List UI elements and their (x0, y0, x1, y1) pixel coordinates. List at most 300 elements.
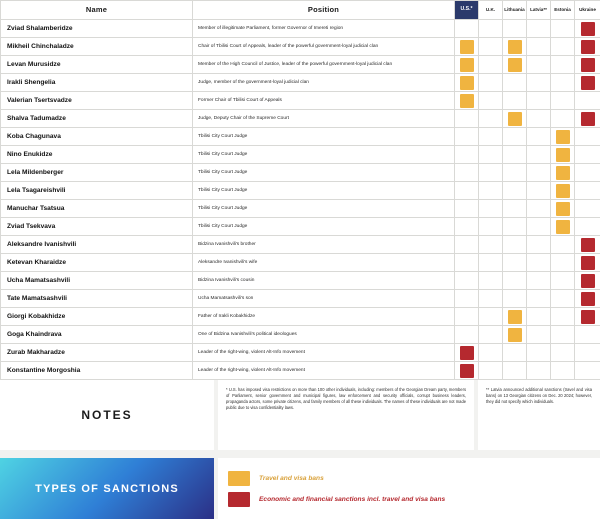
cell-name: Nino Enukidze (1, 146, 193, 164)
economic-sanction-marker (581, 76, 595, 90)
cell-uk (479, 290, 503, 308)
no-sanction-marker (532, 148, 546, 162)
cell-us (455, 182, 479, 200)
cell-lithuania (503, 146, 527, 164)
cell-lithuania (503, 182, 527, 200)
cell-position: Member of the High Council of Justice, leader of the powerful government-loyal judicial clan (193, 56, 455, 74)
cell-lithuania (503, 110, 527, 128)
cell-position: Leader of the right-wing, violent Alt-Info movement (193, 344, 455, 362)
no-sanction-marker (532, 166, 546, 180)
cell-ukraine (575, 218, 600, 236)
cell-position: Judge, member of the government-loyal judicial clan (193, 74, 455, 92)
no-sanction-marker (581, 346, 595, 360)
cell-ukraine (575, 20, 600, 38)
cell-lithuania (503, 56, 527, 74)
cell-name: Zurab Makharadze (1, 344, 193, 362)
cell-name: Shalva Tadumadze (1, 110, 193, 128)
no-sanction-marker (460, 310, 474, 324)
economic-sanction-marker (581, 292, 595, 306)
no-sanction-marker (532, 22, 546, 36)
cell-ukraine (575, 146, 600, 164)
travel-ban-marker (508, 328, 522, 342)
cell-us (455, 272, 479, 290)
no-sanction-marker (508, 22, 522, 36)
table-row (1, 182, 600, 200)
cell-estonia (551, 272, 575, 290)
no-sanction-marker (532, 274, 546, 288)
no-sanction-marker (484, 166, 498, 180)
cell-us (455, 92, 479, 110)
cell-latvia (527, 326, 551, 344)
no-sanction-marker (460, 328, 474, 342)
no-sanction-marker (484, 274, 498, 288)
travel-ban-marker (508, 40, 522, 54)
no-sanction-marker (581, 202, 595, 216)
no-sanction-marker (581, 166, 595, 180)
cell-uk (479, 128, 503, 146)
cell-ukraine (575, 200, 600, 218)
no-sanction-marker (581, 328, 595, 342)
no-sanction-marker (581, 364, 595, 378)
cell-latvia (527, 92, 551, 110)
cell-position: Father of Irakli Kobakhidze (193, 308, 455, 326)
cell-estonia (551, 164, 575, 182)
cell-name: Ketevan Kharaidze (1, 254, 193, 272)
cell-position: Tbilisi City Court Judge (193, 200, 455, 218)
table-header-row (1, 1, 600, 20)
cell-uk (479, 344, 503, 362)
cell-lithuania (503, 254, 527, 272)
cell-lithuania (503, 326, 527, 344)
no-sanction-marker (508, 364, 522, 378)
legend-item-travel (228, 471, 590, 486)
no-sanction-marker (556, 112, 570, 126)
cell-lithuania (503, 92, 527, 110)
cell-position: Tbilisi City Court Judge (193, 182, 455, 200)
cell-estonia (551, 182, 575, 200)
cell-latvia (527, 308, 551, 326)
cell-estonia (551, 146, 575, 164)
legend (218, 458, 600, 519)
notes-section (0, 380, 600, 450)
column-header-name: Name (1, 1, 193, 20)
no-sanction-marker (460, 166, 474, 180)
cell-lithuania (503, 200, 527, 218)
cell-ukraine (575, 290, 600, 308)
cell-ukraine (575, 182, 600, 200)
no-sanction-marker (508, 184, 522, 198)
cell-latvia (527, 290, 551, 308)
cell-latvia (527, 236, 551, 254)
cell-us (455, 128, 479, 146)
cell-name: Giorgi Kobakhidze (1, 308, 193, 326)
no-sanction-marker (532, 76, 546, 90)
cell-estonia (551, 326, 575, 344)
cell-ukraine (575, 326, 600, 344)
no-sanction-marker (460, 238, 474, 252)
no-sanction-marker (460, 202, 474, 216)
travel-ban-marker (556, 220, 570, 234)
no-sanction-marker (484, 58, 498, 72)
cell-estonia (551, 56, 575, 74)
cell-lithuania (503, 20, 527, 38)
cell-latvia (527, 74, 551, 92)
no-sanction-marker (484, 94, 498, 108)
no-sanction-marker (484, 292, 498, 306)
cell-position: Judge, Deputy Chair of the Supreme Court (193, 110, 455, 128)
cell-us (455, 290, 479, 308)
cell-name: Koba Chagunava (1, 128, 193, 146)
no-sanction-marker (532, 292, 546, 306)
cell-estonia (551, 308, 575, 326)
no-sanction-marker (460, 22, 474, 36)
cell-name: Aleksandre Ivanishvili (1, 236, 193, 254)
economic-sanction-marker (460, 346, 474, 360)
cell-ukraine (575, 92, 600, 110)
no-sanction-marker (484, 256, 498, 270)
no-sanction-marker (532, 256, 546, 270)
no-sanction-marker (484, 310, 498, 324)
table-row (1, 128, 600, 146)
cell-us (455, 74, 479, 92)
cell-estonia (551, 128, 575, 146)
no-sanction-marker (532, 310, 546, 324)
travel-ban-marker (556, 166, 570, 180)
column-header-us: U.S.* (455, 1, 479, 20)
cell-ukraine (575, 254, 600, 272)
cell-lithuania (503, 344, 527, 362)
economic-sanction-marker (581, 22, 595, 36)
cell-uk (479, 236, 503, 254)
cell-position: Leader of the right-wing, violent Alt-Info movement (193, 362, 455, 380)
no-sanction-marker (532, 202, 546, 216)
cell-ukraine (575, 272, 600, 290)
cell-position: Tbilisi City Court Judge (193, 164, 455, 182)
cell-lithuania (503, 74, 527, 92)
no-sanction-marker (508, 76, 522, 90)
no-sanction-marker (508, 202, 522, 216)
cell-us (455, 164, 479, 182)
notes-title: NOTES (81, 408, 133, 422)
no-sanction-marker (508, 220, 522, 234)
cell-estonia (551, 236, 575, 254)
cell-uk (479, 308, 503, 326)
cell-latvia (527, 20, 551, 38)
cell-name: Irakli Shengelia (1, 74, 193, 92)
economic-sanction-marker (581, 40, 595, 54)
economic-sanction-marker (581, 238, 595, 252)
cell-name: Manuchar Tsatsua (1, 200, 193, 218)
no-sanction-marker (532, 238, 546, 252)
cell-lithuania (503, 290, 527, 308)
table-row (1, 146, 600, 164)
economic-sanction-marker (581, 310, 595, 324)
no-sanction-marker (581, 220, 595, 234)
economic-sanction-marker (581, 58, 595, 72)
cell-position: Chair of Tbilisi Court of Appeals, leader of the powerful government-loyal judicial clan (193, 38, 455, 56)
cell-name: Tate Mamatsashvili (1, 290, 193, 308)
no-sanction-marker (556, 76, 570, 90)
table-row (1, 92, 600, 110)
cell-name: Goga Khaindrava (1, 326, 193, 344)
cell-ukraine (575, 110, 600, 128)
no-sanction-marker (556, 256, 570, 270)
no-sanction-marker (556, 274, 570, 288)
table-row (1, 362, 600, 380)
no-sanction-marker (556, 310, 570, 324)
cell-estonia (551, 20, 575, 38)
cell-lithuania (503, 362, 527, 380)
cell-position: One of Bidzina Ivanishvili's political ideologues (193, 326, 455, 344)
cell-us (455, 326, 479, 344)
table-row (1, 254, 600, 272)
cell-position: Aleksandre Ivanishvili's wife (193, 254, 455, 272)
column-header-latvia: Latvia** (527, 1, 551, 20)
cell-estonia (551, 38, 575, 56)
no-sanction-marker (484, 76, 498, 90)
cell-latvia (527, 164, 551, 182)
legend-label-economic: Economic and financial sanctions incl. travel and visa bans (259, 495, 446, 503)
cell-us (455, 200, 479, 218)
no-sanction-marker (484, 112, 498, 126)
table-row (1, 290, 600, 308)
no-sanction-marker (556, 346, 570, 360)
types-of-sanctions-section (0, 458, 600, 519)
economic-sanction-marker (581, 274, 595, 288)
no-sanction-marker (532, 112, 546, 126)
cell-latvia (527, 254, 551, 272)
no-sanction-marker (484, 238, 498, 252)
cell-us (455, 218, 479, 236)
cell-estonia (551, 110, 575, 128)
cell-uk (479, 146, 503, 164)
no-sanction-marker (556, 364, 570, 378)
cell-position: Tbilisi City Court Judge (193, 218, 455, 236)
no-sanction-marker (556, 94, 570, 108)
cell-uk (479, 362, 503, 380)
no-sanction-marker (508, 292, 522, 306)
cell-estonia (551, 254, 575, 272)
no-sanction-marker (508, 238, 522, 252)
table-row (1, 38, 600, 56)
no-sanction-marker (484, 328, 498, 342)
cell-latvia (527, 200, 551, 218)
cell-ukraine (575, 236, 600, 254)
economic-sanction-marker (581, 256, 595, 270)
no-sanction-marker (508, 166, 522, 180)
cell-position: Bidzina Ivanishvili's brother (193, 236, 455, 254)
no-sanction-marker (532, 40, 546, 54)
no-sanction-marker (508, 274, 522, 288)
legend-swatch-economic-icon (228, 492, 250, 507)
column-header-estonia: Estonia (551, 1, 575, 20)
cell-ukraine (575, 74, 600, 92)
cell-uk (479, 218, 503, 236)
cell-us (455, 308, 479, 326)
no-sanction-marker (484, 40, 498, 54)
cell-position: Former Chair of Tbilisi Court of Appeals (193, 92, 455, 110)
no-sanction-marker (460, 148, 474, 162)
cell-uk (479, 92, 503, 110)
no-sanction-marker (532, 130, 546, 144)
cell-name: Zviad Shalamberidze (1, 20, 193, 38)
table-row (1, 20, 600, 38)
table-row (1, 218, 600, 236)
cell-position: Tbilisi City Court Judge (193, 128, 455, 146)
cell-uk (479, 56, 503, 74)
no-sanction-marker (508, 148, 522, 162)
cell-lithuania (503, 38, 527, 56)
cell-position: Member of illegitimate Parliament, former Governor of Imereti region (193, 20, 455, 38)
economic-sanction-marker (460, 364, 474, 378)
cell-latvia (527, 56, 551, 74)
no-sanction-marker (532, 328, 546, 342)
table-row (1, 110, 600, 128)
cell-latvia (527, 362, 551, 380)
no-sanction-marker (484, 220, 498, 234)
no-sanction-marker (484, 148, 498, 162)
column-header-ukraine: Ukraine (575, 1, 600, 20)
types-title-box (0, 458, 214, 519)
cell-uk (479, 20, 503, 38)
cell-uk (479, 164, 503, 182)
cell-us (455, 146, 479, 164)
no-sanction-marker (460, 220, 474, 234)
table-row (1, 308, 600, 326)
cell-ukraine (575, 362, 600, 380)
cell-us (455, 110, 479, 128)
cell-ukraine (575, 56, 600, 74)
no-sanction-marker (556, 22, 570, 36)
cell-latvia (527, 218, 551, 236)
table-row (1, 200, 600, 218)
note-us: * U.S. has imposed visa restrictions on more than 100 other individuals, including: members of the Georgian Dream party, members of Parliament, senior government and municipal figures, law enforcement and security officials, corrupt business leaders, propaganda actors, some private citizens, and family members of all these individuals. The names of these individuals are not made public due to visa confidentiality laws. (214, 380, 474, 450)
cell-latvia (527, 182, 551, 200)
no-sanction-marker (532, 58, 546, 72)
no-sanction-marker (581, 148, 595, 162)
table-row (1, 236, 600, 254)
no-sanction-marker (532, 346, 546, 360)
no-sanction-marker (556, 292, 570, 306)
no-sanction-marker (484, 364, 498, 378)
no-sanction-marker (484, 184, 498, 198)
cell-name: Valerian Tsertsvadze (1, 92, 193, 110)
no-sanction-marker (460, 184, 474, 198)
no-sanction-marker (508, 346, 522, 360)
cell-us (455, 344, 479, 362)
travel-ban-marker (460, 58, 474, 72)
table-row (1, 344, 600, 362)
cell-name: Levan Murusidze (1, 56, 193, 74)
no-sanction-marker (460, 112, 474, 126)
travel-ban-marker (556, 184, 570, 198)
no-sanction-marker (581, 130, 595, 144)
cell-name: Ucha Mamatsashvili (1, 272, 193, 290)
no-sanction-marker (508, 94, 522, 108)
cell-us (455, 362, 479, 380)
column-header-lithuania: Lithuania (503, 1, 527, 20)
cell-uk (479, 326, 503, 344)
cell-uk (479, 74, 503, 92)
cell-us (455, 38, 479, 56)
no-sanction-marker (508, 130, 522, 144)
travel-ban-marker (508, 58, 522, 72)
no-sanction-marker (460, 256, 474, 270)
cell-latvia (527, 272, 551, 290)
cell-name: Lela Tsagareishvili (1, 182, 193, 200)
cell-estonia (551, 344, 575, 362)
no-sanction-marker (532, 364, 546, 378)
no-sanction-marker (581, 184, 595, 198)
travel-ban-marker (460, 40, 474, 54)
cell-ukraine (575, 38, 600, 56)
travel-ban-marker (460, 76, 474, 90)
travel-ban-marker (460, 94, 474, 108)
no-sanction-marker (556, 40, 570, 54)
no-sanction-marker (556, 328, 570, 342)
cell-position: Ucha Mamatsashvili's son (193, 290, 455, 308)
no-sanction-marker (532, 184, 546, 198)
no-sanction-marker (460, 292, 474, 306)
cell-estonia (551, 218, 575, 236)
travel-ban-marker (508, 112, 522, 126)
cell-name: Lela Mildenberger (1, 164, 193, 182)
cell-us (455, 236, 479, 254)
no-sanction-marker (484, 130, 498, 144)
table-row (1, 56, 600, 74)
column-header-uk: U.K. (479, 1, 503, 20)
types-title: TYPES OF SANCTIONS (35, 482, 179, 495)
no-sanction-marker (532, 94, 546, 108)
cell-uk (479, 200, 503, 218)
no-sanction-marker (460, 130, 474, 144)
cell-estonia (551, 290, 575, 308)
cell-lithuania (503, 164, 527, 182)
column-header-position: Position (193, 1, 455, 20)
cell-estonia (551, 74, 575, 92)
no-sanction-marker (484, 202, 498, 216)
no-sanction-marker (556, 58, 570, 72)
travel-ban-marker (556, 130, 570, 144)
cell-latvia (527, 38, 551, 56)
cell-latvia (527, 344, 551, 362)
table-row (1, 326, 600, 344)
travel-ban-marker (556, 202, 570, 216)
cell-ukraine (575, 128, 600, 146)
cell-name: Mikheil Chinchaladze (1, 38, 193, 56)
cell-us (455, 20, 479, 38)
cell-position: Tbilisi City Court Judge (193, 146, 455, 164)
cell-lithuania (503, 272, 527, 290)
cell-uk (479, 182, 503, 200)
cell-uk (479, 110, 503, 128)
table-row (1, 164, 600, 182)
cell-name: Zviad Tsekvava (1, 218, 193, 236)
no-sanction-marker (556, 238, 570, 252)
cell-estonia (551, 200, 575, 218)
cell-ukraine (575, 308, 600, 326)
note-latvia: ** Latvia announced additional sanctions (travel and visa bans) on 13 Georgian citizens on Dec. 20 2024; however, they did not specify which individuals. (474, 380, 600, 450)
cell-latvia (527, 128, 551, 146)
cell-latvia (527, 110, 551, 128)
cell-lithuania (503, 218, 527, 236)
legend-swatch-travel-icon (228, 471, 250, 486)
cell-lithuania (503, 236, 527, 254)
no-sanction-marker (484, 346, 498, 360)
cell-lithuania (503, 128, 527, 146)
no-sanction-marker (460, 274, 474, 288)
cell-estonia (551, 92, 575, 110)
